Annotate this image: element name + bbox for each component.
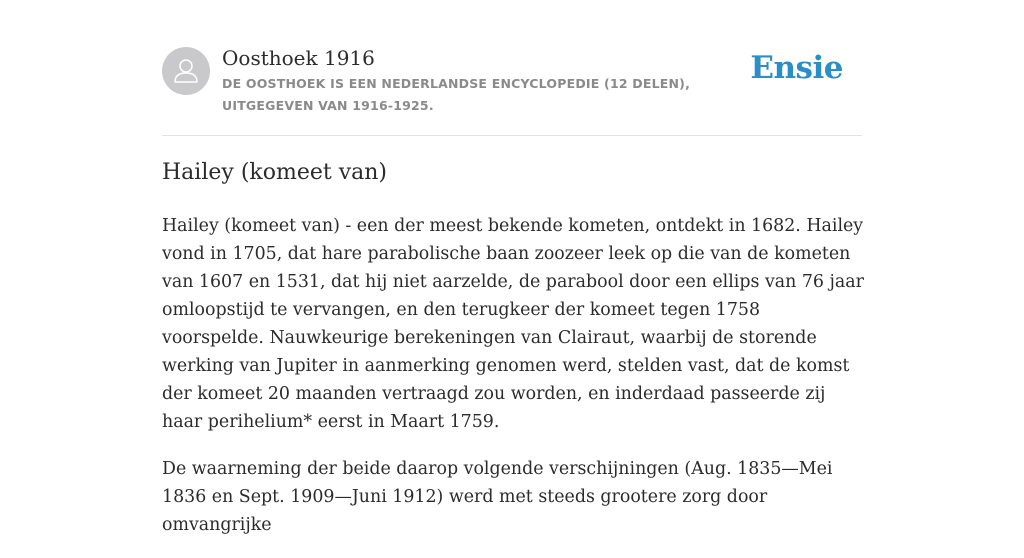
divider	[162, 135, 862, 136]
article-paragraph: De waarneming der beide daarop volgende verschijningen (Aug. 1835—Mei 1836 en Sept. 1909—Juni 1912) werd met steeds grootere zorg door omvangrijke	[162, 459, 833, 535]
source-description: DE OOSTHOEK IS EEN NEDERLANDSE ENCYCLOPEDIE (12 DELEN), UITGEGEVEN VAN 1916-1925.	[222, 76, 691, 113]
article-paragraph: Hailey (komeet van) - een der meest bekende kometen, ontdekt in 1682. Hailey vond in 1705, dat hare parabolische baan zoozeer leek op die van de kometen van 1607 en 1531, dat hij niet aarzelde, de parabool door een ellips van 76 jaar omloopstijd te vervangen, en den terugkeer der komeet tegen 1758 voorspelde. Nauwkeurige berekeningen van Clairaut, waarbij de storende werking van Jupiter in aanmerking genomen werd, stelden vast, dat de komst der komeet 20 maanden vertraagd zou worden, en inderdaad passeerde zij haar perihelium* eerst in Maart 1759.	[162, 216, 864, 432]
source-name[interactable]: Oosthoek 1916	[222, 46, 375, 70]
brand-logo[interactable]: Ensie	[750, 50, 843, 86]
avatar[interactable]	[162, 47, 210, 95]
user-silhouette-icon	[162, 47, 210, 95]
article-title: Hailey (komeet van)	[162, 160, 388, 185]
article-body	[162, 212, 866, 558]
source-header	[162, 44, 862, 136]
